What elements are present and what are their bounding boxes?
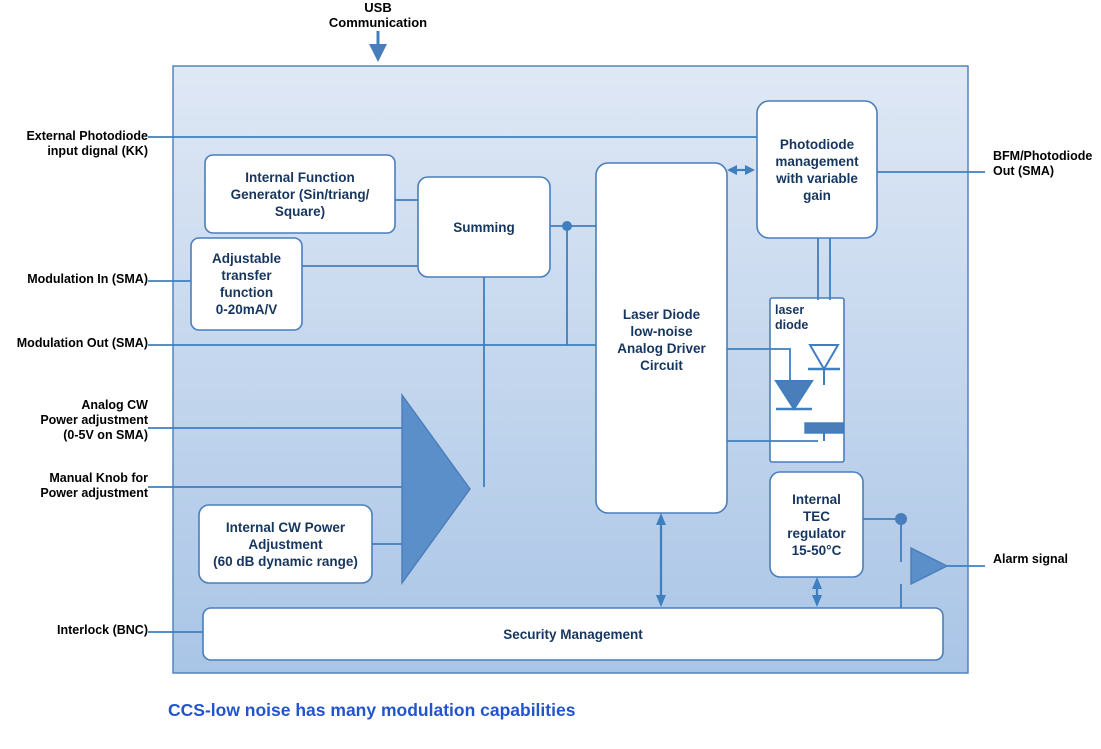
atf-line3: function [219, 285, 274, 300]
ldd-line3: Analog Driver [617, 341, 706, 356]
icw-line1: Internal CW Power [225, 519, 346, 535]
usb-label-line1: USB [364, 0, 392, 15]
pdm-line1: Photodiode [779, 136, 855, 152]
analog-cw-line2: Power adjustment [40, 413, 148, 427]
modulation-in-label [8, 272, 148, 287]
bfm-out-line1: BFM/Photodiode [993, 149, 1093, 163]
analog-cw-line1: Analog CW [81, 398, 148, 412]
diagram-caption: CCS-low noise has many modulation capabilities [168, 700, 576, 720]
bfm-out-line2: Out (SMA) [993, 164, 1055, 178]
interlock-text: Interlock (BNC) [57, 623, 148, 637]
tec-regulator-label [770, 472, 863, 577]
icw-line2: Adjustment [248, 536, 323, 552]
alarm-signal-text: Alarm signal [993, 552, 1069, 566]
atf-line1: Adjustable [211, 251, 281, 266]
manual-knob-line1: Manual Knob for [49, 471, 148, 485]
external-photodiode-input-label [8, 129, 148, 159]
junction-alarm [895, 513, 907, 525]
ldd-line4: Circuit [640, 358, 683, 373]
alarm-signal-label [993, 552, 1101, 567]
adjustable-transfer-label [191, 238, 302, 330]
tec-line3: regulator [787, 525, 846, 541]
external-photodiode-input-line2: input dignal (KK) [47, 144, 148, 158]
analog-cw-line3: (0-5V on SMA) [63, 428, 148, 442]
tec-line2: TEC [802, 508, 830, 524]
laser-diode-label [775, 303, 841, 333]
laser-driver-label [596, 270, 727, 410]
manual-knob-line2: Power adjustment [40, 486, 148, 500]
tec-line4: 15-50°C [791, 542, 842, 558]
ifg-line2: Generator (Sin/triang/ [230, 186, 370, 202]
usb-label-line2: Communication [328, 15, 428, 30]
pdm-line4: gain [803, 187, 831, 203]
tec-line1: Internal [792, 491, 841, 507]
summing-text: Summing [453, 219, 515, 235]
photodiode-management-label [757, 101, 877, 238]
manual-knob-label [8, 471, 148, 501]
security-management-label [203, 608, 943, 660]
external-photodiode-input-line1: External Photodiode [26, 129, 148, 143]
modulation-out-label [0, 336, 148, 351]
modulation-in-text: Modulation In (SMA) [27, 272, 148, 286]
ld-line1: laser [775, 303, 805, 317]
secmgmt-text: Security Management [503, 626, 643, 642]
usb-arrow [369, 31, 387, 62]
atf-line4: 0-20mA/V [215, 302, 278, 317]
ifg-line1: Internal Function [245, 169, 355, 185]
pdm-line2: management [775, 153, 859, 169]
internal-function-generator-label [205, 155, 395, 233]
ifg-line3: Square) [274, 203, 326, 219]
pdm-line3: with variable [776, 170, 858, 186]
analog-cw-power-label [8, 398, 148, 443]
ld-line2: diode [775, 318, 809, 332]
ldd-line1: Laser Diode [622, 307, 701, 322]
usb-communication-label [318, 0, 438, 30]
internal-cw-label [199, 505, 372, 583]
icw-line3: (60 dB dynamic range) [213, 553, 358, 569]
modulation-out-text: Modulation Out (SMA) [16, 336, 148, 350]
summing-label [418, 177, 550, 277]
ldd-line2: low-noise [630, 324, 693, 339]
interlock-label [8, 623, 148, 638]
atf-line2: transfer [221, 268, 272, 283]
bfm-photodiode-out-label [993, 149, 1101, 179]
